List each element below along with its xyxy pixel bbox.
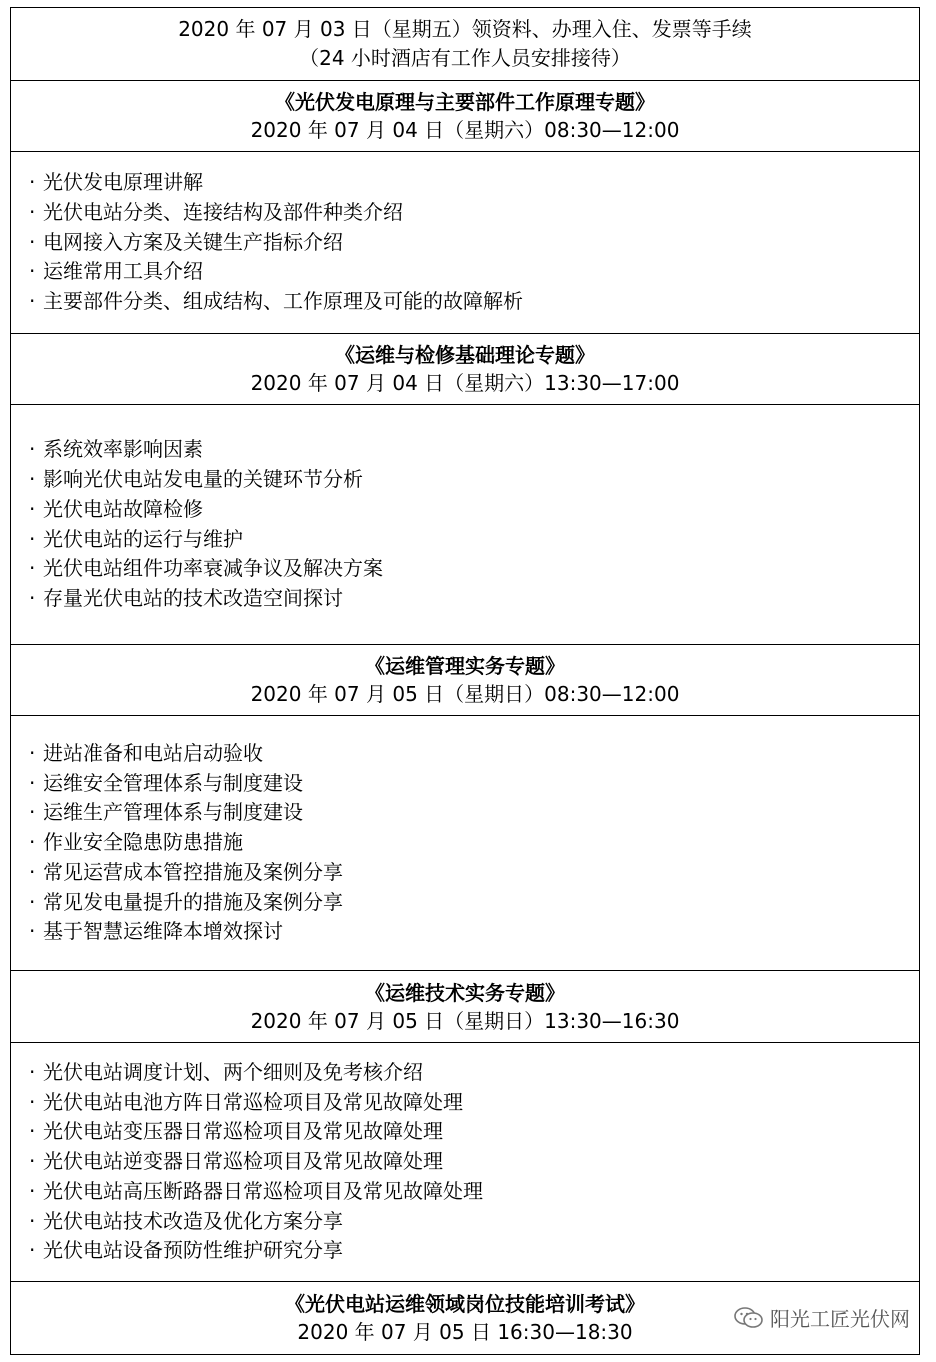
list-item: [29, 198, 919, 228]
bullet: ·: [29, 1119, 36, 1144]
bullet: ·: [29, 585, 36, 610]
bullet: ·: [29, 467, 36, 492]
list-item: [29, 1177, 919, 1207]
exam-title: 《光伏电站运维领域岗位技能培训考试》: [285, 1292, 645, 1316]
list-item: [29, 798, 919, 828]
intro-cell: [10, 7, 920, 80]
list-item: [29, 769, 919, 799]
list-item-text: 光伏电站高压断路器日常巡检项目及常见故障处理: [43, 1178, 483, 1203]
list-item: [29, 525, 919, 555]
list-item-text: 光伏电站技术改造及优化方案分享: [43, 1208, 343, 1233]
session-topics: [10, 1042, 920, 1281]
bullet: ·: [29, 170, 36, 195]
intro-line-2: （24 小时酒店有工作人员安排接待）: [299, 46, 631, 70]
session-date: 2020 年 07 月 05 日（星期日）13:30—16:30: [250, 1008, 680, 1033]
list-item-text: 电网接入方案及关键生产指标介绍: [43, 229, 343, 254]
list-item-text: 存量光伏电站的技术改造空间探讨: [43, 585, 343, 610]
list-item-text: 运维常用工具介绍: [43, 259, 203, 284]
bullet: ·: [29, 1060, 36, 1085]
bullet: ·: [29, 496, 36, 521]
watermark-text: 阳光工匠光伏网: [770, 1307, 910, 1331]
list-item: [29, 1236, 919, 1266]
bullet: ·: [29, 1149, 36, 1174]
bullet: ·: [29, 1178, 36, 1203]
list-item: [29, 1058, 919, 1088]
list-item-text: 常见运营成本管控措施及案例分享: [43, 859, 343, 884]
session-date: 2020 年 07 月 05 日（星期日）08:30—12:00: [250, 682, 680, 706]
session-header: [10, 333, 920, 404]
bullet: ·: [29, 889, 36, 914]
session-date: 2020 年 07 月 04 日（星期六）08:30—12:00: [250, 118, 680, 142]
session-title: 《运维技术实务专题》: [365, 980, 565, 1005]
wechat-icon: [734, 1306, 764, 1330]
list-item-text: 常见发电量提升的措施及案例分享: [43, 889, 343, 914]
list-item-text: 系统效率影响因素: [43, 437, 203, 462]
bullet: ·: [29, 199, 36, 224]
list-item-text: 影响光伏电站发电量的关键环节分析: [43, 467, 363, 492]
bullet: ·: [29, 830, 36, 855]
schedule-table: [10, 7, 920, 1355]
list-item-text: 进站准备和电站启动验收: [43, 741, 263, 766]
list-item: [29, 828, 919, 858]
list-item-text: 光伏电站故障检修: [43, 496, 203, 521]
session-header: [10, 970, 920, 1042]
session-date: 2020 年 07 月 04 日（星期六）13:30—17:00: [250, 371, 680, 395]
session-topics: [10, 715, 920, 970]
list-item-text: 运维安全管理体系与制度建设: [43, 770, 303, 795]
intro-line-1: 2020 年 07 月 03 日（星期五）领资料、办理入住、发票等手续: [178, 17, 752, 41]
list-item: [29, 739, 919, 769]
list-item: [29, 287, 919, 317]
session-title: 《运维与检修基础理论专题》: [335, 343, 595, 367]
bullet: ·: [29, 1208, 36, 1233]
list-item-text: 基于智慧运维降本增效探讨: [43, 919, 283, 944]
list-item: [29, 888, 919, 918]
bullet: ·: [29, 1238, 36, 1263]
list-item: [29, 1088, 919, 1118]
session-topics: [10, 404, 920, 644]
list-item: [29, 435, 919, 465]
list-item-text: 光伏发电原理讲解: [43, 170, 203, 195]
watermark: [734, 1303, 910, 1332]
bullet: ·: [29, 741, 36, 766]
list-item: [29, 168, 919, 198]
list-item: [29, 228, 919, 258]
bullet: ·: [29, 437, 36, 462]
session-title: 《光伏发电原理与主要部件工作原理专题》: [275, 90, 655, 114]
list-item: [29, 1147, 919, 1177]
bullet: ·: [29, 526, 36, 551]
session-topics: [10, 151, 920, 333]
list-item: [29, 858, 919, 888]
list-item-text: 主要部件分类、组成结构、工作原理及可能的故障解析: [43, 289, 523, 314]
list-item: [29, 584, 919, 614]
list-item: [29, 1207, 919, 1237]
list-item-text: 运维生产管理体系与制度建设: [43, 800, 303, 825]
bullet: ·: [29, 289, 36, 314]
list-item: [29, 554, 919, 584]
list-item: [29, 465, 919, 495]
session-header: [10, 644, 920, 715]
list-item: [29, 257, 919, 287]
exam-date: 2020 年 07 月 05 日 16:30—18:30: [297, 1320, 633, 1344]
list-item: [29, 495, 919, 525]
session-header: [10, 80, 920, 151]
session-title: 《运维管理实务专题》: [365, 654, 565, 678]
list-item-text: 光伏电站设备预防性维护研究分享: [43, 1238, 343, 1263]
list-item-text: 作业安全隐患防患措施: [43, 830, 243, 855]
list-item-text: 光伏电站组件功率衰减争议及解决方案: [43, 556, 383, 581]
bullet: ·: [29, 1089, 36, 1114]
list-item: [29, 917, 919, 947]
bullet: ·: [29, 800, 36, 825]
list-item-text: 光伏电站的运行与维护: [43, 526, 243, 551]
bullet: ·: [29, 556, 36, 581]
list-item: [29, 1117, 919, 1147]
bullet: ·: [29, 919, 36, 944]
bullet: ·: [29, 770, 36, 795]
list-item-text: 光伏电站调度计划、两个细则及免考核介绍: [43, 1060, 423, 1085]
list-item-text: 光伏电站分类、连接结构及部件种类介绍: [43, 199, 403, 224]
bullet: ·: [29, 259, 36, 284]
bullet: ·: [29, 859, 36, 884]
list-item-text: 光伏电站逆变器日常巡检项目及常见故障处理: [43, 1149, 443, 1174]
bullet: ·: [29, 229, 36, 254]
list-item-text: 光伏电站电池方阵日常巡检项目及常见故障处理: [43, 1089, 463, 1114]
list-item-text: 光伏电站变压器日常巡检项目及常见故障处理: [43, 1119, 443, 1144]
